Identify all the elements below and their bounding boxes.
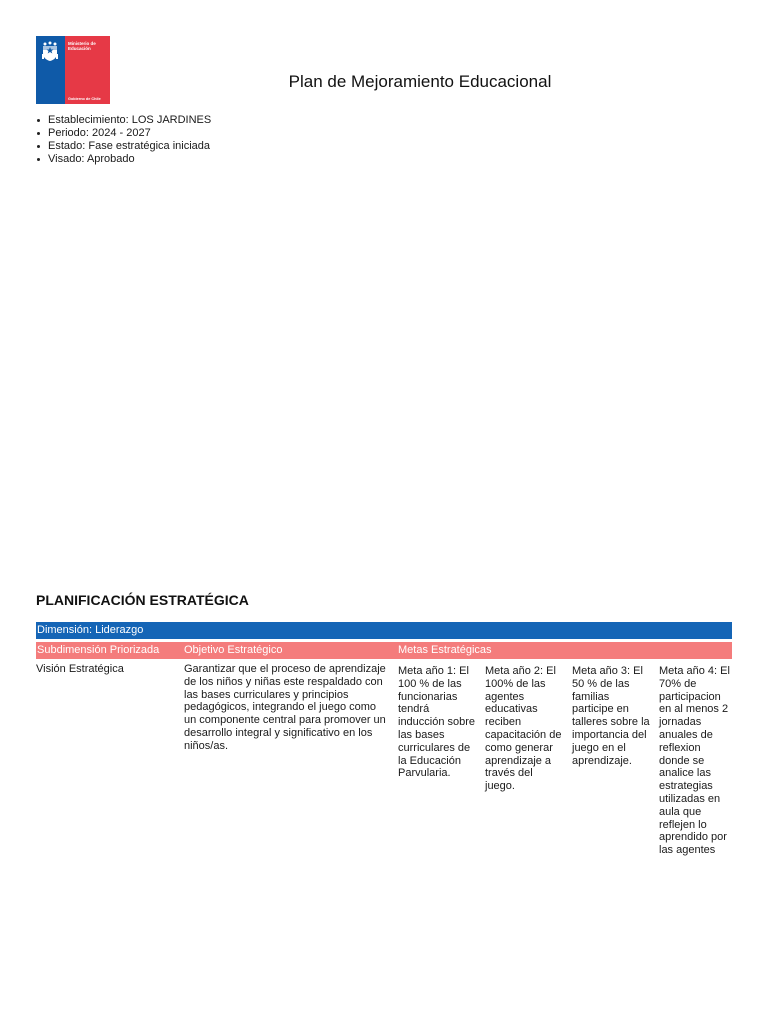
row-subdimension: Visión Estratégica — [36, 663, 124, 675]
page-title: Plan de Mejoramiento Educacional — [288, 72, 552, 91]
coat-of-arms-icon — [39, 40, 61, 62]
logo-government-text: Gobierno de Chile — [68, 97, 101, 101]
info-establishment: Establecimiento: LOS JARDINES — [36, 114, 211, 127]
info-status: Estado: Fase estratégica iniciada — [36, 140, 211, 153]
row-goal-year-4: Meta año 4: El 70% de participacion en al menos 2 jornadas anuales de reflexion donde se analice las estrategias utilizadas en aula que reflejen lo aprendido por las agentes — [659, 665, 730, 857]
logo-red-panel — [65, 36, 110, 104]
info-approval: Visado: Aprobado — [36, 153, 211, 166]
ministry-logo — [36, 36, 110, 104]
plan-info-list — [36, 114, 211, 166]
info-period: Periodo: 2024 - 2027 — [36, 127, 211, 140]
row-objective: Garantizar que el proceso de aprendizaje de los niños y niñas este respaldado con las bases curriculares y principios pedagógicos, integrando el juego como un componente central para promover un desarrollo integral y significativo en los niños/as. — [184, 663, 386, 752]
logo-blue-panel — [36, 36, 65, 104]
row-goal-year-1: Meta año 1: El 100 % de las funcionarias tendrá inducción sobre las bases curriculares de la Educación Parvularia. — [398, 665, 476, 780]
section-heading: PLANIFICACIÓN ESTRATÉGICA — [36, 592, 249, 608]
dimension-label: Dimensión: Liderazgo — [37, 624, 144, 636]
dimension-bar — [36, 622, 732, 639]
header-subdimension: Subdimensión Priorizada — [37, 644, 160, 656]
header-goals: Metas Estratégicas — [398, 644, 492, 656]
table-header-row — [36, 642, 732, 659]
logo-ministry-text: Ministerio de Educación — [68, 41, 96, 51]
row-goal-year-2: Meta año 2: El 100% de las agentes educativas reciben capacitación de como generar aprendizaje a través del juego. — [485, 665, 562, 793]
header-objective: Objetivo Estratégico — [184, 644, 283, 656]
row-goal-year-3: Meta año 3: El 50 % de las familias participe en talleres sobre la importancia del juego en el aprendizaje. — [572, 665, 650, 767]
